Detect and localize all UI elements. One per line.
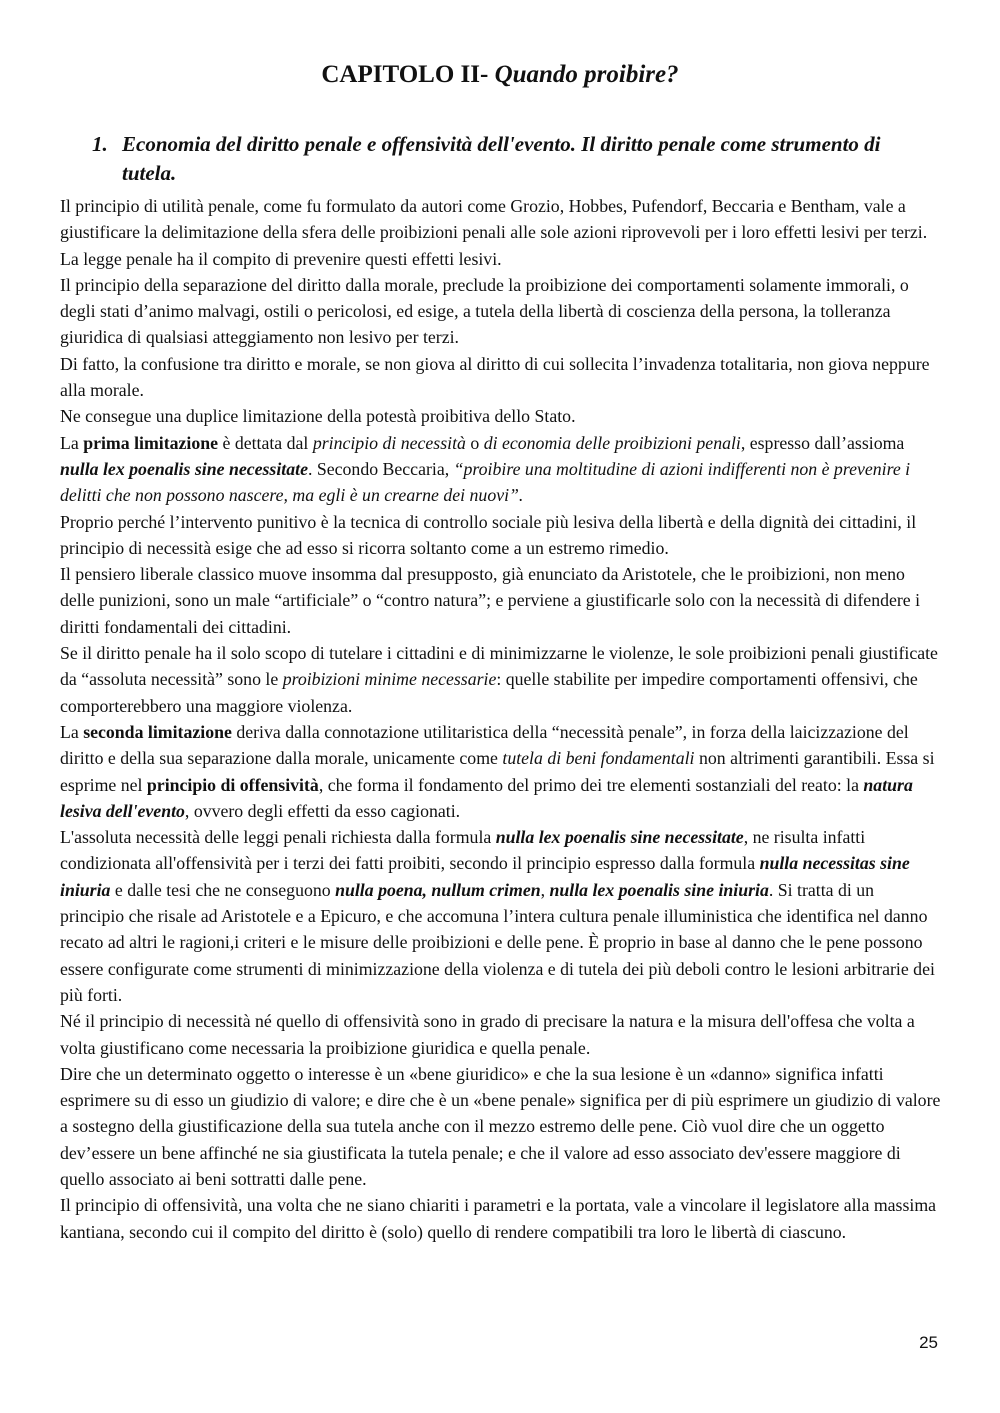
chapter-title-italic: Quando proibire? — [494, 61, 679, 88]
emphasis-text: prima limitazione — [83, 432, 219, 453]
paragraph-text: deriva dalla connotazione utilitaristica della “necessità penale”, in forza della laicizzazione del diritto e della sua separazione dalla morale, unicamente come — [60, 721, 909, 769]
paragraph — [60, 509, 942, 562]
paragraph-text: , espresso dall’assioma — [740, 432, 905, 453]
paragraph-text: , ovvero degli effetti da esso cagionati. — [184, 800, 461, 821]
paragraph — [60, 719, 942, 824]
emphasis-text: seconda limitazione — [83, 721, 232, 742]
page-number: 25 — [919, 1333, 938, 1352]
paragraph-text: Dire che un determinato oggetto o interesse è un «bene giuridico» e che la sua lesione è un «danno» significa infatti esprimere su di esso un giudizio di valore; e dire che è un «bene penale» significa per di più esprimere un giudizio di valore a sostegno della giustificazione della sua tutela anche con il mezzo estremo delle pene. Ciò vuol dire che un oggetto dev’essere un bene affinché ne sia giustificata la tutela penale; e che il valore ad esso associato dev'essere maggiore di quello associato ai beni sottratti dalle pene. — [60, 1063, 941, 1189]
emphasis-text: nulla lex poenalis sine iniuria — [549, 879, 769, 900]
emphasis-text: principio di necessità — [312, 432, 466, 453]
paragraph — [60, 430, 942, 509]
chapter-title-bold: CAPITOLO II- — [321, 61, 495, 88]
paragraph-text: Di fatto, la confusione tra diritto e morale, se non giova al diritto di cui sollecita l’invadenza totalitaria, non giova neppure alla morale. — [60, 353, 930, 401]
emphasis-text: principio di offensività — [146, 774, 319, 795]
paragraph — [60, 1192, 942, 1245]
paragraph — [60, 193, 942, 272]
body-text — [60, 193, 942, 1245]
paragraph — [60, 561, 942, 640]
paragraph-text: La — [60, 721, 84, 742]
emphasis-text: natura lesiva dell'evento — [60, 774, 913, 821]
paragraph-text: Se il diritto penale ha il solo scopo di tutelare i cittadini e di minimizzarne le violenze, le sole proibizioni penali giustificate da “assoluta necessità” sono le — [60, 643, 938, 690]
emphasis-text: nulla necessitas sine iniuria — [60, 853, 910, 900]
section-title: Economia del diritto penale e offensività dell'evento. Il diritto penale come strumento di tutela. — [122, 132, 881, 185]
paragraph-text: : quelle stabilite per impedire comportamenti offensivi, che comporterebbero una maggiore violenza. — [60, 669, 918, 716]
emphasis-text: nulla poena, nullum crimen — [335, 879, 541, 900]
paragraph-text: , che forma il fondamento del primo dei tre elementi sostanziali del reato: la — [318, 774, 864, 795]
paragraph-text: L'assoluta necessità delle leggi penali richiesta dalla formula — [60, 827, 496, 848]
paragraph-text: Né il principio di necessità né quello di offensività sono in grado di precisare la natura e la misura dell'offesa che volta a volta giustificano come necessaria la proibizione giuridica e quella penale. — [60, 1011, 915, 1058]
paragraph-text: non altrimenti garantibili. Essa si esprime nel — [60, 748, 935, 795]
paragraph — [60, 1008, 942, 1061]
paragraph-text: La — [60, 432, 84, 453]
emphasis-text: di economia delle proibizioni penali — [483, 432, 741, 453]
paragraph-text: , — [540, 879, 550, 900]
paragraph — [60, 1061, 942, 1192]
paragraph — [60, 640, 942, 719]
emphasis-text: tutela di beni fondamentali — [502, 748, 695, 769]
paragraph-text: e dalle tesi che ne conseguono — [110, 879, 336, 900]
paragraph-text: Il principio di utilità penale, come fu formulato da autori come Grozio, Hobbes, Pufendorf, Beccaria e Bentham, vale a giustificare la delimitazione della sfera delle proibizioni penali alle sole azioni riprovevoli per i loro effetti lesivi per terzi. La legge penale ha il compito di prevenire questi effetti lesivi. — [60, 196, 928, 269]
paragraph-text: è dettata dal — [218, 432, 313, 453]
paragraph — [60, 272, 942, 351]
paragraph-text: , ne risulta infatti condizionata all'offensività per i terzi dei fatti proibiti, secondo il principio espresso dalla formula — [60, 827, 866, 874]
emphasis-text: nulla lex poenalis sine necessitate — [60, 458, 308, 479]
paragraph-text: . Si tratta di un principio che risale ad Aristotele e a Epicuro, e che accomuna l’intera cultura penale illuministica che identifica nel danno recato ad altri le ragioni,i criteri e le misure delle proibizioni e delle pene. È proprio in base al danno che le pene possono essere configurate come strumenti di minimizzazione della violenza e di tutela dei più deboli contro le lesioni arbitrarie dei più forti. — [60, 879, 935, 1005]
paragraph-text: Ne consegue una duplice limitazione della potestà proibitiva dello Stato. — [60, 406, 576, 427]
emphasis-text: “proibire una moltitudine di azioni indifferenti non è prevenire i delitti che non possono nascere, ma egli è un crearne dei nuovi”. — [60, 458, 911, 506]
chapter-title — [0, 57, 1000, 93]
section-number: 1. — [92, 132, 108, 156]
paragraph-text: o — [465, 432, 484, 453]
emphasis-text: proibizioni minime necessarie — [282, 669, 497, 690]
paragraph-text: Il principio di offensività, una volta che ne siano chiariti i parametri e la portata, vale a vincolare il legislatore alla massima kantiana, secondo cui il compito del diritto è (solo) quello di rendere compatibili tra loro le libertà di ciascuno. — [60, 1195, 937, 1242]
paragraph — [60, 403, 942, 429]
paragraph-text: Il pensiero liberale classico muove insomma dal presupposto, già enunciato da Aristotele, che le proibizioni, non meno delle punizioni, sono un male “artificiale” o “contro natura”; e perviene a giustificarle solo con la necessità di difendere i diritti fondamentali dei cittadini. — [60, 564, 921, 637]
paragraph-text: . Secondo Beccaria, — [307, 458, 454, 479]
emphasis-text: nulla lex poenalis sine necessitate — [495, 827, 744, 848]
paragraph-text: Il principio della separazione del diritto dalla morale, preclude la proibizione dei comportamenti solamente immorali, o degli stati d’animo malvagi, ostili o pericolosi, ed esige, a tutela della libertà di coscienza della persona, la tolleranza giuridica di qualsiasi atteggiamento non lesivo per terzi. — [60, 274, 909, 348]
paragraph — [60, 351, 942, 404]
paragraph-text: Proprio perché l’intervento punitivo è la tecnica di controllo sociale più lesiva della libertà e della dignità dei cittadini, il principio di necessità esige che ad esso si ricorra soltanto come a un estremo rimedio. — [60, 511, 917, 558]
paragraph — [60, 824, 942, 1008]
section-heading — [92, 130, 892, 188]
